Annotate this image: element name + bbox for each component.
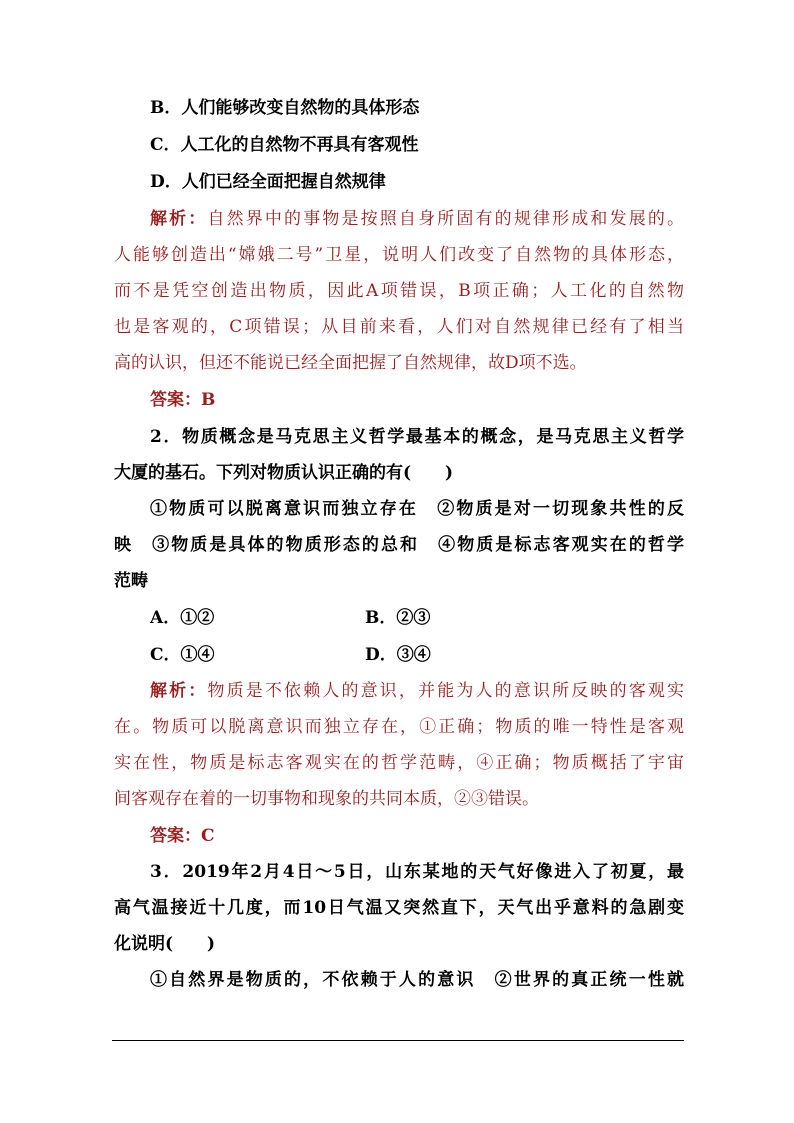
footer-divider xyxy=(112,1040,684,1041)
q2-answer-label: 答案： xyxy=(150,826,201,846)
q1-answer-label: 答案： xyxy=(150,390,201,410)
q1-analysis-line-1: 解析：自然界中的事物是按照自身所固有的规律形成和发展的。 xyxy=(150,209,685,229)
q2-options-row-2 xyxy=(150,645,684,665)
q2-option-a: A．①② xyxy=(150,608,215,628)
q1-option-b: B．人们能够改变自然物的具体形态 xyxy=(150,98,420,118)
q3-stem-line-1: 3．2019年2月4日～5日，山东某地的天气好像进入了初夏，最 xyxy=(150,862,684,882)
q2-option-d: D．③④ xyxy=(365,645,431,665)
q1-option-c: C．人工化的自然物不再具有客观性 xyxy=(150,135,419,155)
q2-option-b: B．②③ xyxy=(365,608,431,628)
q1-analysis-line-2: 人能够创造出“嫦娥二号”卫星，说明人们改变了自然物的具体形态， xyxy=(114,245,684,265)
q2-analysis-line-2: 在。物质可以脱离意识而独立存在，①正确；物质的唯一特性是客观 xyxy=(114,717,684,737)
q1-answer-value: B xyxy=(201,390,216,410)
q2-analysis-label: 解析： xyxy=(150,681,208,701)
q2-answer-value: C xyxy=(201,826,215,846)
q2-statement-line-1: ①物质可以脱离意识而独立存在 ②物质是对一切现象共性的反 xyxy=(150,499,684,519)
q2-options-row-1 xyxy=(150,608,684,628)
q3-statement-line-1: ①自然界是物质的，不依赖于人的意识 ②世界的真正统一性就 xyxy=(150,970,684,990)
q3-stem-line-2: 高气温接近十几度，而10日气温又突然直下，天气出乎意料的急剧变 xyxy=(114,898,684,918)
q3-stem-line-3: 化说明( ) xyxy=(114,934,216,954)
q1-analysis-line-3: 而不是凭空创造出物质，因此A项错误，B项正确；人工化的自然物 xyxy=(114,281,684,301)
q2-analysis-line-1: 解析：物质是不依赖人的意识，并能为人的意识所反映的客观实 xyxy=(150,681,685,701)
q2-stem-line-2: 大厦的基石。下列对物质认识正确的有( ) xyxy=(114,463,454,483)
q2-answer xyxy=(150,826,684,846)
q2-stem-line-1: 2．物质概念是马克思主义哲学最基本的概念，是马克思主义哲学 xyxy=(150,427,684,447)
q2-analysis-line-4: 间客观存在着的一切事物和现象的共同本质，②③错误。 xyxy=(114,789,539,809)
q1-answer xyxy=(150,390,684,410)
q2-statement-line-2: 映 ③物质是具体的物质形态的总和 ④物质是标志客观实在的哲学 xyxy=(114,535,684,555)
q1-analysis-line-5: 高的认识，但还不能说已经全面把握了自然规律，故D项不选。 xyxy=(114,353,587,373)
q1-analysis-label: 解析： xyxy=(150,209,208,229)
q2-statement-line-3: 范畴 xyxy=(114,571,148,591)
q1-option-d: D．人们已经全面把握自然规律 xyxy=(150,172,386,192)
q1-analysis-line-4: 也是客观的，C项错误；从目前来看，人们对自然规律已经有了相当 xyxy=(114,317,684,337)
q2-option-c: C．①④ xyxy=(150,645,215,665)
q2-analysis-line-3: 实在性，物质是标志客观实在的哲学范畴，④正确；物质概括了宇宙 xyxy=(114,753,684,773)
